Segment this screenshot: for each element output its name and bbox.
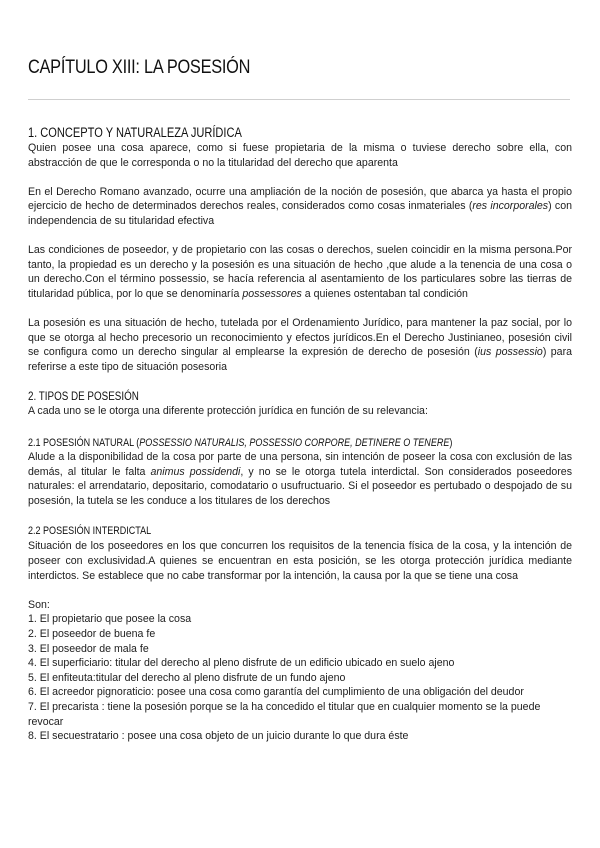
list-item: 3. El poseedor de mala fe [28,642,149,655]
possessor-list [28,612,572,743]
subsection-2-1-paragraph: Alude a la disponibilidad de la cosa por parte de una persona, sin intención de poseer la cosa con exclusión de las demás, al titular le falta animus possidendi, y no se le otorga tutela interdictal. Son considerados poseedores naturales: el arrendatario, depositario, comodatario o usufructuario. Si el poseedor es pertubado o despojado de su posesión, la tutela se les conduce a los titulares de los derechos [28,451,572,507]
list-item: 8. El secuestratario : posee una cosa objeto de un juicio durante lo que dura éste [28,730,409,743]
section-2-heading: 2. TIPOS DE POSESIÓN [28,388,139,403]
emphasis-animus-possidendi: animus possidendi [150,465,241,478]
section-2-intro: A cada uno se le otorga una diferente protección jurídica en función de su relevancia: [28,404,428,417]
list-item: 7. El precarista : tiene la posesión porque se la ha concedido el titular que en cualquier momento se la puede revocar [28,701,541,728]
section-1-paragraph-2: En el Derecho Romano avanzado, ocurre una ampliación de la noción de posesión, que abarca ya hasta el propio ejercicio de hecho de determinados derechos reales, considerados como cosas inmateriales (res incorporales) con independencia de su titularidad efectiva [28,185,572,227]
emphasis-possessores: possessores [242,287,302,300]
subsection-2-1-heading: 2.1 POSESIÓN NATURAL (POSSESSIO NATURALIS, POSSESSIO CORPORE, DETINERE O TENERE) [28,437,453,450]
emphasis-res-incorporales: res incorporales [472,200,549,213]
list-intro: Son: [28,598,50,611]
emphasis-ius-possessio: ius possessio [477,346,543,359]
subsection-2-2-paragraph: Situación de los poseedores en los que concurren los requisitos de la tenencia física de la cosa, y la intención de poseer con exclusividad.A quienes se encuentran en esta posición, se les otorga protección jurídica mediante interdictos. Se establece que no cabe transformar por la intención, la causa por la que se tiene una cosa [28,540,572,582]
section-1-heading: 1. CONCEPTO Y NATURALEZA JURÍDICA [28,125,242,140]
section-1-paragraph-1: Quien posee una cosa aparece, como si fuese propietaria de la misma o tuviese derecho sobre ella, con abstracción de que le corresponda o no la titularidad del derecho que aparenta [28,142,572,169]
subsection-2-2-heading: 2.2 POSESIÓN INTERDICTAL [28,525,152,538]
list-item: 2. El poseedor de buena fe [28,628,156,641]
list-item: 5. El enfiteuta:titular del derecho al pleno disfrute de un fundo ajeno [28,671,346,684]
chapter-title: CAPÍTULO XIII: LA POSESIÓN [28,57,251,78]
section-1-paragraph-4: La posesión es una situación de hecho, tutelada por el Ordenamiento Jurídico, para mantener la paz social, por lo que se otorga al hecho precesorio un reconocimiento y efectos jurídicos.En el Derecho Justinianeo, posesión civil se configura como un derecho singular al emplearse la expresión de derecho de posesión (ius possessio) para referirse a este tipo de situación posesoria [28,317,572,373]
list-item: 1. El propietario que posee la cosa [28,613,192,626]
list-item: 6. El acreedor pignoraticio: posee una cosa como garantía del cumplimiento de una obligación del deudor [28,686,524,699]
list-item: 4. El superficiario: titular del derecho al pleno disfrute de un edificio ubicado en suelo ajeno [28,657,455,670]
section-1-paragraph-3: Las condiciones de poseedor, y de propietario con las cosas o derechos, suelen coincidir en la misma persona.Por tanto, la propiedad es un derecho y la posesión es una situación de hecho ,que alude a la tenencia de una cosa o un derecho.Con el término possessio, se hacía referencia al asentamiento de los particulares sobre las tierras de titularidad pública, por lo que se denominaría possessores a quienes ostentaban tal condición [28,244,572,300]
